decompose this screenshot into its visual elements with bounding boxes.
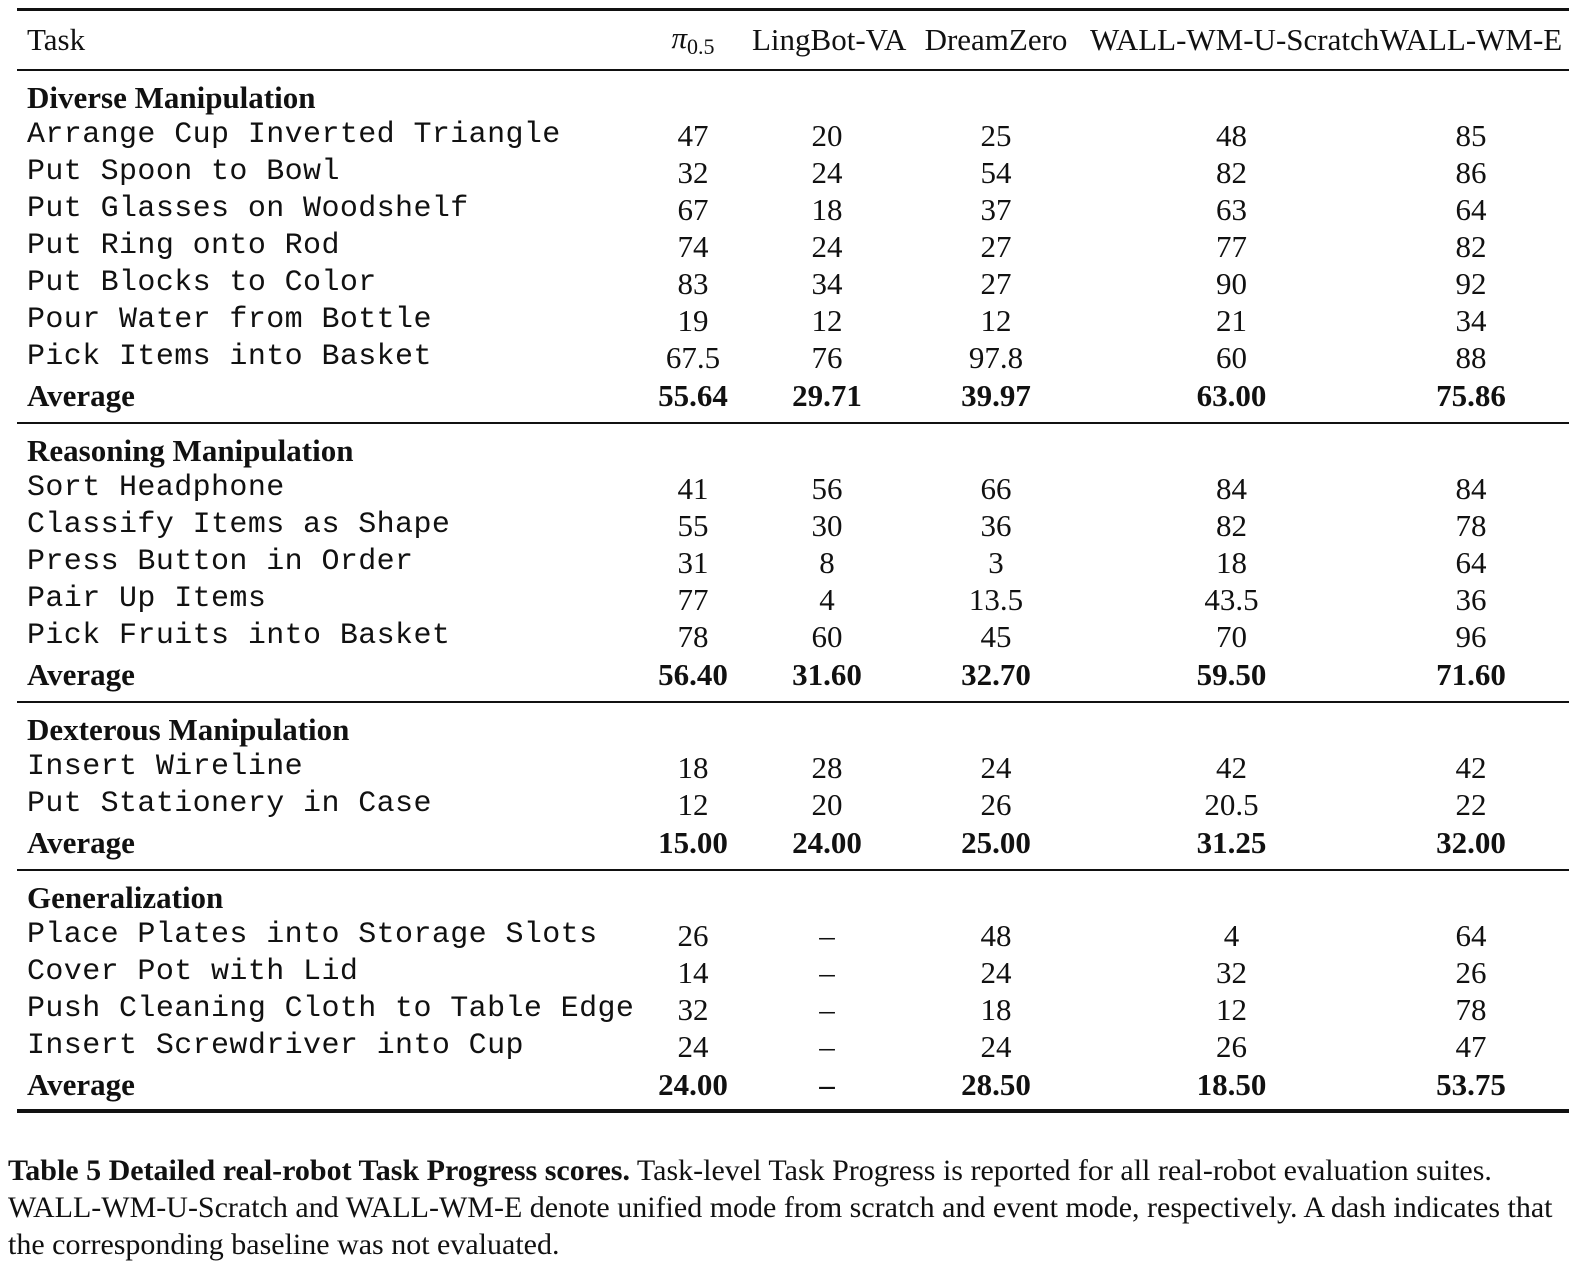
score-cell: 18 [980,992,1012,1027]
score-cell: 24 [811,155,843,190]
score-cell: 32 [677,155,709,190]
average-score-cell: 28.50 [902,1065,1090,1111]
task-name-cell: Cover Pot with Lid [27,955,359,989]
table-row [17,581,1569,618]
average-score-cell: 18.50 [1090,1065,1373,1111]
score-cell: 55 [677,508,709,543]
score-cell: 34 [811,266,843,301]
section-header-row [17,423,1569,470]
score-cell: 34 [1455,303,1487,338]
average-score-cell: 25.00 [902,823,1090,870]
table-row [17,470,1569,507]
score-cell: 76 [811,340,843,375]
score-cell: 78 [677,619,709,654]
caption-title: Table 5 Detailed real-robot Task Progress scores. [8,1154,630,1187]
table-row [17,618,1569,655]
score-cell: 97.8 [968,340,1024,375]
score-cell: 64 [1455,192,1487,227]
table-body [17,70,1569,1111]
score-cell: 14 [677,955,709,990]
score-cell: 27 [980,229,1012,264]
score-cell: 8 [819,545,835,580]
score-cell: 43.5 [1204,582,1259,617]
task-name-cell: Place Plates into Storage Slots [27,918,598,952]
average-score-cell: 39.97 [902,376,1090,423]
score-cell: 20 [811,787,843,822]
score-cell: 26 [1455,955,1487,990]
score-cell: 45 [980,619,1012,654]
table-row [17,339,1569,376]
average-score-cell: – [752,1065,902,1111]
score-cell: 60 [1216,340,1247,375]
average-score-cell: 24.00 [634,1065,752,1111]
average-label: Average [17,655,634,702]
header-event: WALL-WM-E [1373,10,1569,71]
average-score-cell: 71.60 [1373,655,1569,702]
average-score-cell: 75.86 [1373,376,1569,423]
score-cell: 64 [1455,545,1487,580]
score-cell: 20.5 [1204,787,1259,822]
task-name-cell: Put Ring onto Rod [27,229,340,263]
section-title: Generalization [27,879,224,915]
score-cell: 4 [819,582,835,617]
score-cell: 47 [677,118,709,153]
score-cell: 26 [980,787,1012,822]
score-cell: 12 [811,303,843,338]
score-cell: 78 [1455,992,1487,1027]
average-label: Average [17,1065,634,1111]
score-cell: 13.5 [968,582,1024,617]
task-name-cell: Push Cleaning Cloth to Table Edge [27,992,635,1026]
table-row [17,749,1569,786]
average-label: Average [17,376,634,423]
score-cell: 82 [1216,508,1247,543]
score-cell: 12 [677,787,709,822]
header-dreamzero: DreamZero [902,10,1090,71]
section-title: Dexterous Manipulation [27,711,350,747]
section-title: Reasoning Manipulation [27,432,354,468]
table-row [17,991,1569,1028]
average-score-cell: 53.75 [1373,1065,1569,1111]
score-cell: 60 [811,619,843,654]
score-cell: 48 [980,918,1012,953]
table-row [17,954,1569,991]
score-cell: – [819,992,835,1027]
section-title: Diverse Manipulation [27,79,316,115]
task-name-cell: Pair Up Items [27,582,267,616]
average-score-cell: 59.50 [1090,655,1373,702]
score-cell: 92 [1455,266,1487,301]
score-cell: 36 [1455,582,1487,617]
score-cell: 21 [1216,303,1247,338]
average-score-cell: 55.64 [634,376,752,423]
task-name-cell: Insert Screwdriver into Cup [27,1029,524,1063]
header-lingbot: LingBot-VA [752,10,902,71]
average-score-cell: 31.25 [1090,823,1373,870]
score-cell: 30 [811,508,843,543]
table-row [17,302,1569,339]
task-name-cell: Arrange Cup Inverted Triangle [27,118,561,152]
score-cell: 67.5 [665,340,721,375]
section-header-row [17,870,1569,917]
header-row [17,10,1569,71]
pi-symbol: π [671,20,688,55]
average-row [17,1065,1569,1111]
task-name-cell: Sort Headphone [27,471,285,505]
score-cell: 3 [988,545,1004,580]
score-cell: 42 [1455,750,1487,785]
average-row [17,376,1569,423]
score-cell: 74 [677,229,709,264]
score-cell: 32 [1216,955,1247,990]
score-cell: 12 [980,303,1012,338]
table-row [17,786,1569,823]
score-cell: 67 [677,192,709,227]
score-cell: 88 [1455,340,1487,375]
score-cell: 18 [811,192,843,227]
score-cell: 54 [980,155,1012,190]
average-row [17,823,1569,870]
score-cell: 83 [677,266,709,301]
score-cell: 41 [677,471,709,506]
average-score-cell: 32.00 [1373,823,1569,870]
score-cell: 12 [1216,992,1247,1027]
score-cell: 64 [1455,918,1487,953]
section-header-row [17,702,1569,749]
score-cell: 31 [677,545,709,580]
score-cell: 20 [811,118,843,153]
results-table [17,8,1569,1113]
average-score-cell: 31.60 [752,655,902,702]
header-scratch: WALL-WM-U-Scratch [1090,10,1373,71]
task-name-cell: Put Glasses on Woodshelf [27,192,469,226]
score-cell: 84 [1216,471,1247,506]
task-name-cell: Put Stationery in Case [27,787,432,821]
score-cell: 78 [1455,508,1487,543]
task-name-cell: Classify Items as Shape [27,508,451,542]
average-label: Average [17,823,634,870]
score-cell: 24 [811,229,843,264]
score-cell: 26 [677,918,709,953]
table-row [17,191,1569,228]
score-cell: 32 [677,992,709,1027]
score-cell: 37 [980,192,1012,227]
score-cell: 24 [677,1029,709,1064]
score-cell: 47 [1455,1029,1487,1064]
header-task: Task [17,10,634,71]
pi-subscript: 0.5 [687,34,715,59]
score-cell: 84 [1455,471,1487,506]
task-name-cell: Pour Water from Bottle [27,303,432,337]
score-cell: 77 [1216,229,1247,264]
average-row [17,655,1569,702]
score-cell: 48 [1216,118,1247,153]
table-row [17,265,1569,302]
score-cell: 86 [1455,155,1487,190]
table-caption [8,1152,1568,1263]
score-cell: 4 [1223,918,1240,953]
section-header-row [17,70,1569,117]
average-score-cell: 29.71 [752,376,902,423]
score-cell: 66 [980,471,1012,506]
score-cell: – [819,918,835,953]
score-cell: 18 [1216,545,1247,580]
task-name-cell: Press Button in Order [27,545,414,579]
score-cell: 27 [980,266,1012,301]
score-cell: 24 [980,750,1012,785]
score-cell: – [819,955,835,990]
average-score-cell: 15.00 [634,823,752,870]
caption-text: Task-level Task Progress is reported for all real-robot evaluation suites. WALL-WM-U-Scratch and WALL-WM-E denote unified mode from scratch and event mode, respectively. A dash indicates that the corresponding baseline was not evaluated. [8,1154,1553,1261]
header-pi05 [634,10,752,71]
average-score-cell: 56.40 [634,655,752,702]
score-cell: 19 [677,303,709,338]
task-name-cell: Put Spoon to Bowl [27,155,340,189]
score-cell: 85 [1455,118,1487,153]
task-name-cell: Pick Fruits into Basket [27,619,451,653]
table-row [17,1028,1569,1065]
score-cell: 24 [980,955,1012,990]
score-cell: 82 [1455,229,1487,264]
table-row [17,117,1569,154]
table-row [17,507,1569,544]
score-cell: 18 [677,750,709,785]
score-cell: 28 [811,750,843,785]
table-row [17,917,1569,954]
task-name-cell: Put Blocks to Color [27,266,377,300]
average-score-cell: 63.00 [1090,376,1373,423]
table-row [17,228,1569,265]
score-cell: 63 [1216,192,1247,227]
score-cell: 70 [1216,619,1247,654]
task-name-cell: Insert Wireline [27,750,304,784]
score-cell: 90 [1216,266,1247,301]
average-score-cell: 32.70 [902,655,1090,702]
score-cell: 56 [811,471,843,506]
score-cell: 82 [1216,155,1247,190]
score-cell: 25 [980,118,1012,153]
score-cell: 42 [1216,750,1247,785]
table-row [17,544,1569,581]
average-score-cell: 24.00 [752,823,902,870]
score-cell: 36 [980,508,1012,543]
score-cell: 24 [980,1029,1012,1064]
score-cell: 26 [1216,1029,1247,1064]
task-name-cell: Pick Items into Basket [27,340,432,374]
table-row [17,154,1569,191]
score-cell: – [819,1029,835,1064]
results-table-container [17,8,1569,1113]
score-cell: 77 [677,582,709,617]
score-cell: 22 [1455,787,1487,822]
score-cell: 96 [1455,619,1487,654]
